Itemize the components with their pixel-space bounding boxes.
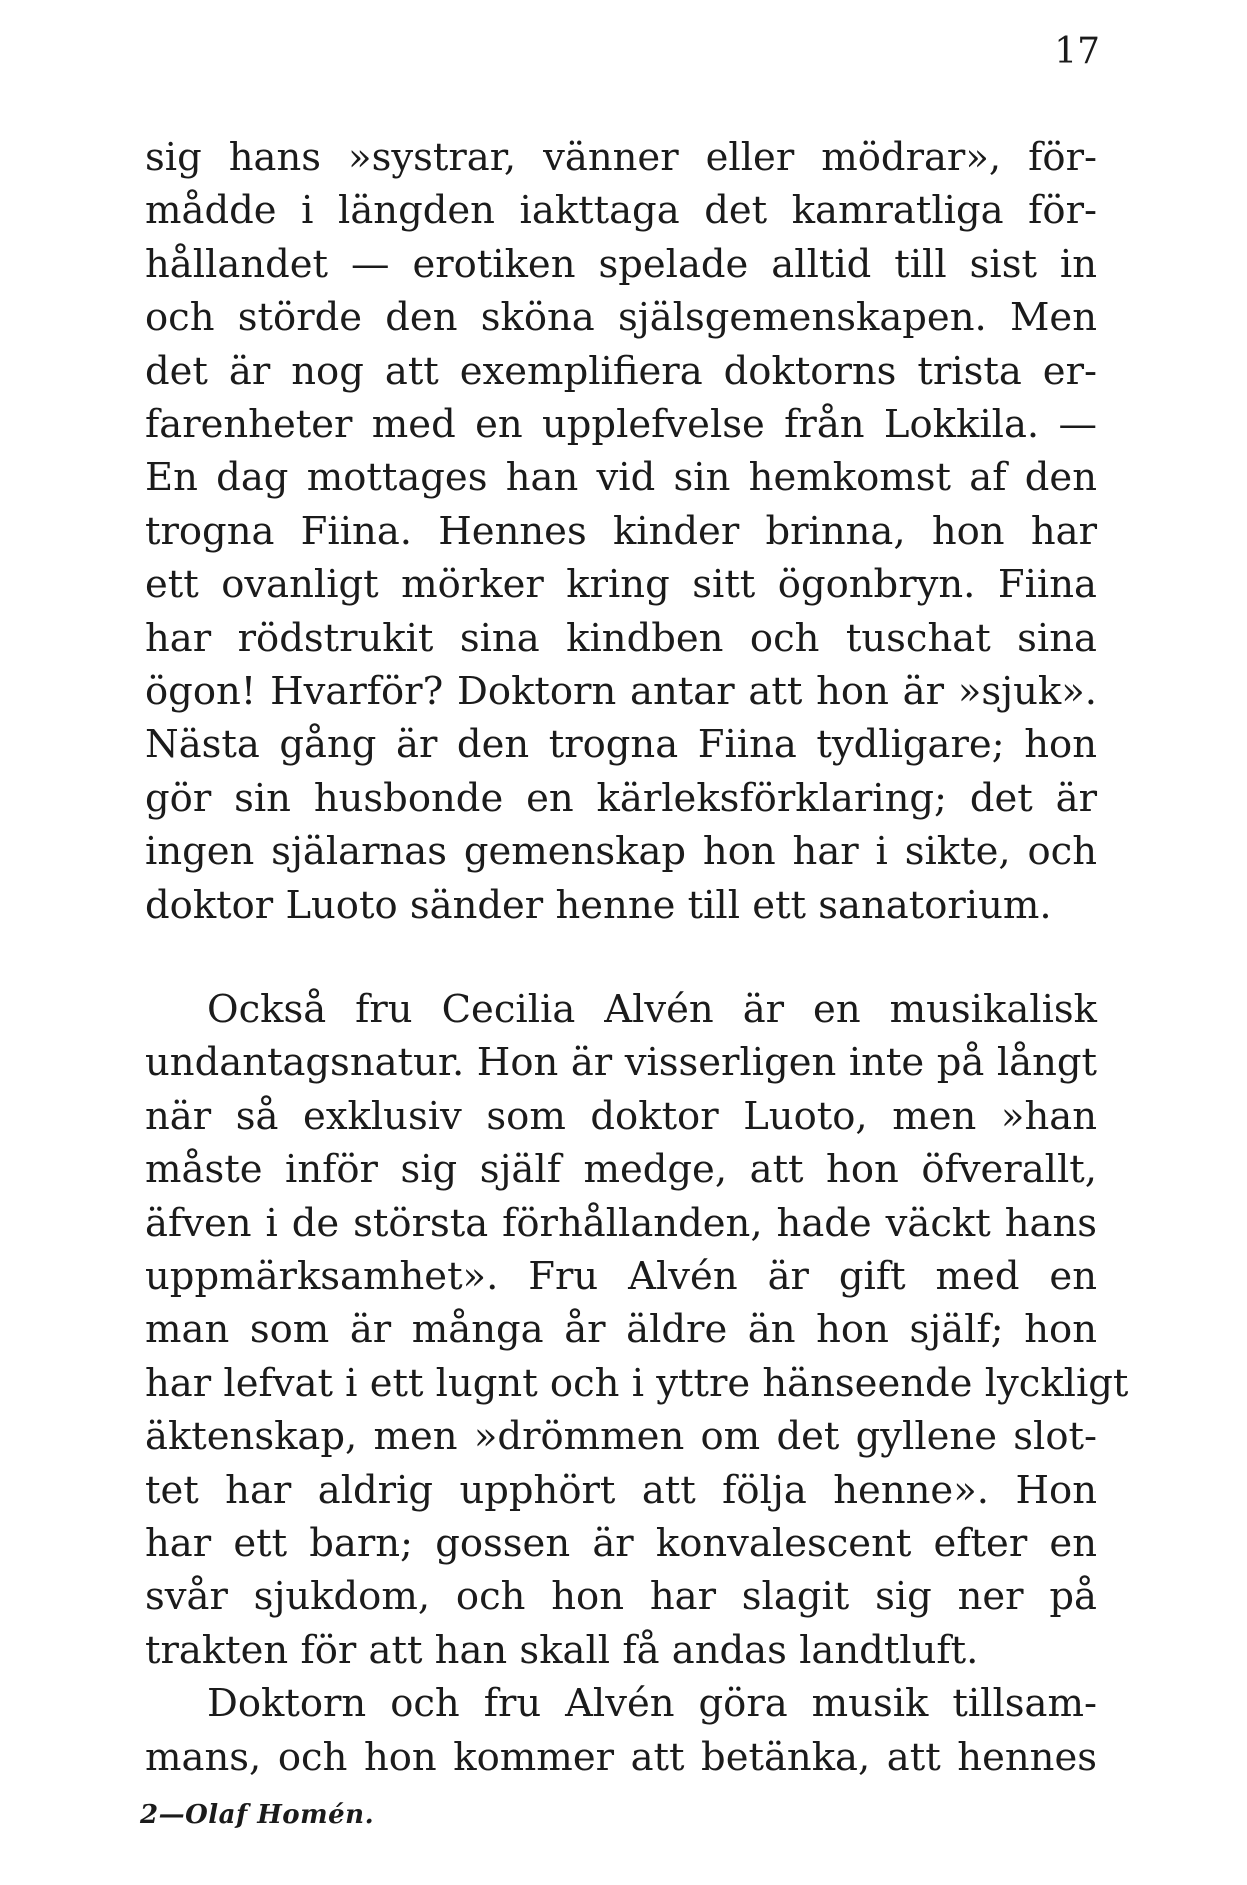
text-line: hållandet — erotiken spelade alltid till sist in bbox=[145, 241, 1097, 287]
text-line: doktor Luoto sänder henne till ett sanatorium. bbox=[145, 882, 1052, 928]
text-line: sig hans »systrar, vänner eller mödrar», för- bbox=[145, 135, 1097, 180]
text-line: äfven i de största förhållanden, hade väckt hans bbox=[145, 1200, 1097, 1246]
text-line: har ett barn; gossen är konvalescent efter en bbox=[145, 1521, 1097, 1567]
text-line: ett ovanligt mörker kring sitt ögonbryn. Fiina bbox=[145, 562, 1097, 608]
text-line: mådde i längden iakttaga det kamratliga för- bbox=[145, 188, 1097, 234]
text-line: gör sin husbonde en kärleksförklaring; det är bbox=[145, 775, 1097, 821]
text-line: mans, och hon kommer att betänka, att hennes bbox=[145, 1734, 1097, 1780]
text-line: En dag mottages han vid sin hemkomst af den bbox=[145, 455, 1097, 501]
text-line: det är nog att exemplifiera doktorns trista er- bbox=[145, 348, 1097, 394]
text-block-upper bbox=[145, 131, 1097, 932]
text-line: äktenskap, men »drömmen om det gyllene slot- bbox=[145, 1414, 1097, 1460]
text-line: och störde den sköna själsgemenskapen. Men bbox=[145, 295, 1097, 341]
text-line: Nästa gång är den trogna Fiina tydligare; hon bbox=[145, 722, 1097, 768]
text-line: tet har aldrig upphört att följa henne». Hon bbox=[145, 1467, 1097, 1513]
text-line: Doktorn och fru Alvén göra musik tillsam- bbox=[207, 1681, 1097, 1727]
text-line: undantagsnatur. Hon är visserligen inte på långt bbox=[145, 1040, 1097, 1086]
text-line: farenheter med en upplefvelse från Lokkila. — bbox=[145, 402, 1097, 448]
text-line: trakten för att han skall få andas landtluft. bbox=[145, 1627, 979, 1673]
text-line: ögon! Hvarför? Doktorn antar att hon är »sjuk». bbox=[145, 669, 1097, 715]
text-line: har rödstrukit sina kindben och tuschat sina bbox=[145, 615, 1097, 661]
text-line: svår sjukdom, och hon har slagit sig ner på bbox=[145, 1574, 1097, 1620]
page-number: 17 bbox=[1054, 31, 1100, 72]
text-line: man som är många år äldre än hon själf; hon bbox=[145, 1307, 1097, 1353]
text-line: har lefvat i ett lugnt och i yttre hänseende lyckligt bbox=[145, 1360, 1129, 1406]
text-line: Också fru Cecilia Alvén är en musikalisk bbox=[207, 987, 1097, 1032]
text-line: trogna Fiina. Hennes kinder brinna, hon har bbox=[145, 508, 1097, 554]
text-line: uppmärksamhet». Fru Alvén är gift med en bbox=[145, 1254, 1097, 1300]
text-line: när så exklusiv som doktor Luoto, men »han bbox=[145, 1093, 1097, 1139]
text-line: måste inför sig själf medge, att hon öfverallt, bbox=[145, 1147, 1097, 1193]
text-block-lower bbox=[145, 983, 1129, 1784]
paragraph bbox=[145, 1677, 1097, 1784]
paragraph bbox=[145, 131, 1097, 932]
text-line: ingen själarnas gemenskap hon har i sikte, och bbox=[145, 829, 1097, 875]
paragraph bbox=[145, 983, 1129, 1677]
signature-mark: 2—Olaf Homén. bbox=[140, 1800, 375, 1830]
